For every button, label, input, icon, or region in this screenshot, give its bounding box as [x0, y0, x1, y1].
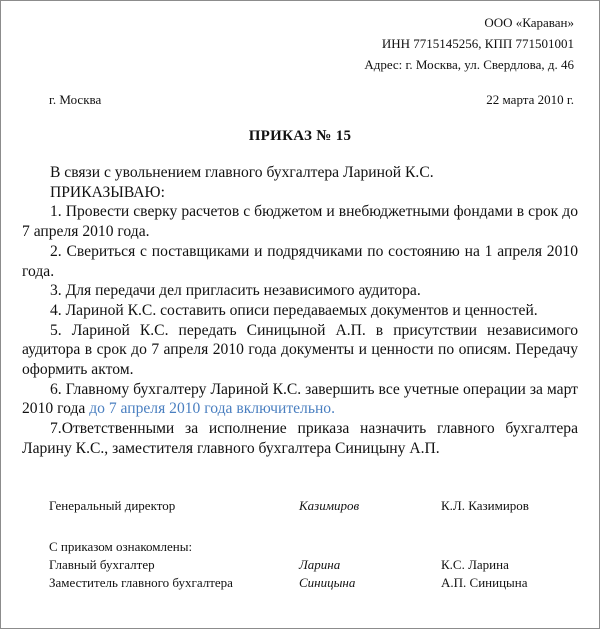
org-inn-kpp: ИНН 7715145256, КПП 771501001	[381, 36, 574, 51]
order-item-7: 7.Ответственными за исполнение приказа назначить главного бухгалтера Ларину К.С., заместителя главного бухгалтера Синицыну А.П.	[22, 420, 578, 457]
order-item-4: 4. Лариной К.С. составить описи передаваемых документов и ценностей.	[50, 301, 538, 319]
order-item-3: 3. Для передачи дел пригласить независимого аудитора.	[50, 282, 421, 300]
order-intro: В связи с увольнением главного бухгалтера Лариной К.С.	[50, 164, 434, 181]
order-item-2: 2. Свериться с поставщиками и подрядчиками по состоянию на 1 апреля 2010 года.	[22, 242, 578, 280]
order-item-5: 5. Лариной К.С. передать Синицыной А.П. в присутствии независимого аудитора в срок до 7 апреля 2010 года документы и ценности по описям. Передачу оформить актом.	[22, 321, 578, 379]
acquainted-signature-1: Ларина	[299, 557, 341, 572]
order-item-6-highlight: до 7 апреля 2010 года включительно.	[89, 400, 335, 418]
director-name: К.Л. Казимиров	[441, 498, 529, 513]
director-signature: Казимиров	[299, 498, 360, 513]
document-place: г. Москва	[49, 92, 102, 107]
order-body	[22, 163, 578, 459]
acquainted-heading: С приказом ознакомлены:	[49, 539, 193, 554]
org-address: Адрес: г. Москва, ул. Свердлова, д. 46	[364, 57, 574, 72]
director-role: Генеральный директор	[49, 498, 176, 513]
org-name: ООО «Караван»	[484, 15, 574, 30]
order-item-1: 1. Провести сверку расчетов с бюджетом и внебюджетными фондами в срок до 7 апреля 2010 года.	[22, 203, 578, 241]
acquainted-name-2: А.П. Синицына	[441, 575, 528, 590]
page-title: ПРИКАЗ № 15	[248, 128, 352, 144]
acquainted-signature-2: Синицына	[299, 575, 356, 590]
order-item-6	[22, 380, 578, 419]
acquainted-name-1: К.С. Ларина	[441, 557, 509, 572]
order-item-6-text: 6. Главному бухгалтеру Лариной К.С. завершить все учетные операции за март 2010 года	[22, 380, 578, 418]
document-date: 22 марта 2010 г.	[486, 92, 574, 107]
acquainted-role-1: Главный бухгалтер	[49, 557, 155, 572]
order-word: ПРИКАЗЫВАЮ:	[50, 183, 165, 201]
acquainted-role-2: Заместитель главного бухгалтера	[49, 575, 233, 590]
